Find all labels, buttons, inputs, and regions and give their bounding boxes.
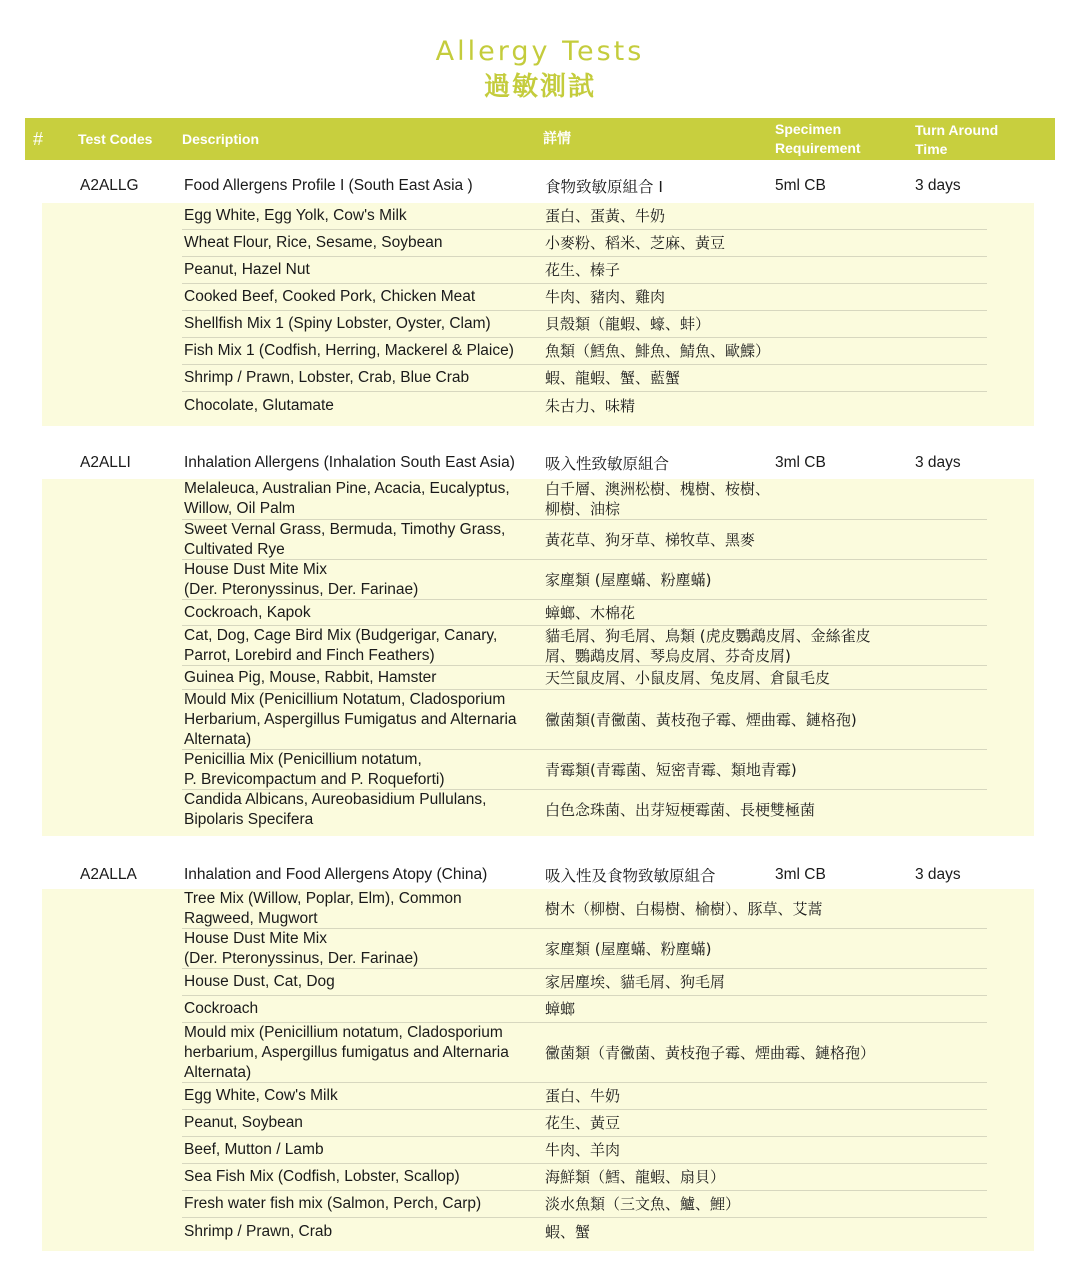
table-row (182, 257, 987, 284)
table-row (182, 996, 987, 1023)
allergen-chinese: 天竺鼠皮屑、小鼠皮屑、兔皮屑、倉鼠毛皮 (545, 668, 831, 687)
allergen-english: Cooked Beef, Cooked Pork, Chicken Meat (184, 288, 476, 305)
table-row (182, 690, 987, 750)
allergen-chinese: 蝦、蟹 (545, 1222, 591, 1241)
allergen-english: Peanut, Hazel Nut (184, 261, 310, 278)
allergen-english: Mould mix (Penicillium notatum, Cladosporium herbarium, Aspergillus fumigatus and Alternaria Alternata) (184, 1023, 509, 1081)
allergen-english: Cat, Dog, Cage Bird Mix (Budgerigar, Canary, Parrot, Lorebird and Finch Feathers) (184, 626, 498, 664)
allergen-chinese: 淡水魚類（三文魚、鱸、鯉） (545, 1195, 741, 1213)
table-row (182, 929, 987, 969)
test-description: Inhalation Allergens (Inhalation South East Asia) (184, 454, 515, 471)
allergen-chinese: 樹木（柳樹、白楊樹、榆樹）、豚草、艾蒿 (545, 899, 823, 918)
specimen-requirement: 5ml CB (775, 177, 826, 194)
allergen-chinese: 青霉類(青霉菌、短密青霉、類地青霉) (545, 760, 797, 779)
table-row (182, 311, 987, 338)
allergen-english: Fish Mix 1 (Codfish, Herring, Mackerel & Plaice) (184, 342, 514, 359)
allergen-chinese: 家居塵埃、貓毛屑、狗毛屑 (545, 973, 726, 991)
allergen-english: Shellfish Mix 1 (Spiny Lobster, Oyster, Clam) (184, 315, 491, 332)
allergen-english: House Dust Mite Mix (Der. Pteronyssinus, Der. Farinae) (184, 560, 419, 598)
allergen-chinese: 黃花草、狗牙草、梯牧草、黑麥 (545, 530, 756, 549)
allergen-chinese: 魚類（鱈魚、鯡魚、鯖魚、歐鰈） (545, 342, 771, 360)
allergen-chinese: 蛋白、牛奶 (545, 1087, 621, 1105)
allergen-english: Cockroach, Kapok (184, 603, 311, 621)
header-specimen: Specimen Requirement (775, 121, 861, 156)
table-row (182, 626, 987, 666)
table-row (182, 1023, 987, 1083)
table-row (182, 203, 987, 230)
table-row (182, 1218, 987, 1245)
section-items (42, 889, 1034, 1251)
section-items (42, 479, 1034, 836)
test-details: 食物致敏原組合 I (545, 178, 663, 196)
table-row (182, 750, 987, 790)
specimen-requirement: 3ml CB (775, 454, 826, 471)
allergen-chinese: 黴菌類(青黴菌、黃枝孢子霉、煙曲霉、鏈格孢) (545, 710, 857, 729)
table-header (25, 118, 1055, 160)
page-title-chinese: 過敏測試 (483, 72, 596, 102)
table-row (182, 1164, 987, 1191)
specimen-requirement: 3ml CB (775, 866, 826, 883)
allergen-chinese: 花生、黃豆 (545, 1114, 621, 1132)
allergen-chinese: 白色念珠菌、出芽短梗霉菌、長梗雙極菌 (545, 801, 816, 819)
allergen-chinese: 蝦、龍蝦、蟹、藍蟹 (545, 369, 681, 387)
allergen-english: Tree Mix (Willow, Poplar, Elm), Common Ragweed, Mugwort (184, 889, 462, 927)
allergen-chinese: 蟑螂、木棉花 (545, 603, 636, 622)
allergen-chinese: 牛肉、羊肉 (545, 1141, 621, 1159)
section-header (0, 170, 1080, 202)
allergen-english: Peanut, Soybean (184, 1114, 303, 1131)
header-details: 詳情 (543, 130, 571, 147)
allergen-english: Beef, Mutton / Lamb (184, 1141, 324, 1158)
section-header (0, 447, 1080, 479)
allergen-chinese: 白千層、澳洲松樹、槐樹、桉樹、 柳樹、油棕 (545, 480, 771, 518)
section-header (0, 859, 1080, 891)
table-row (182, 560, 987, 600)
table-row (182, 1191, 987, 1218)
allergen-chinese: 貓毛屑、狗毛屑、鳥類 (虎皮鸚鵡皮屑、金絲雀皮 屑、鸚鵡皮屑、琴烏皮屑、芬奇皮屑) (545, 626, 871, 665)
header-test-codes: Test Codes (78, 130, 153, 147)
table-row (182, 1110, 987, 1137)
table-row (182, 365, 987, 392)
allergen-chinese: 貝殼類（龍蝦、蠔、蚌） (545, 315, 711, 333)
section-items (42, 203, 1034, 426)
turnaround-time: 3 days (915, 866, 961, 883)
allergen-english: Cockroach (184, 1000, 259, 1017)
allergen-chinese: 蟑螂 (545, 1000, 576, 1018)
allergen-chinese: 家塵類 (屋塵蟎、粉塵蟎) (545, 570, 712, 589)
allergen-chinese: 黴菌類（青黴菌、黃枝孢子霉、煙曲霉、鏈格孢） (545, 1043, 876, 1062)
allergen-chinese: 朱古力、味精 (545, 397, 636, 415)
header-turnaround: Turn Around Time (915, 122, 999, 157)
allergen-english: Egg White, Egg Yolk, Cow's Milk (184, 207, 407, 224)
test-description: Food Allergens Profile I (South East Asia ) (184, 177, 473, 194)
table-row (182, 1137, 987, 1164)
test-code: A2ALLI (80, 454, 131, 471)
table-row (182, 338, 987, 365)
allergen-chinese: 牛肉、豬肉、雞肉 (545, 288, 666, 306)
allergen-english: Mould Mix (Penicillium Notatum, Cladosporium Herbarium, Aspergillus Fumigatus and Alternaria Alternata) (184, 690, 517, 748)
allergen-english: House Dust Mite Mix (Der. Pteronyssinus, Der. Farinae) (184, 929, 419, 967)
test-details: 吸入性致敏原組合 (545, 455, 670, 473)
table-row (182, 284, 987, 311)
test-code: A2ALLA (80, 866, 137, 883)
allergen-chinese: 家塵類 (屋塵蟎、粉塵蟎) (545, 939, 712, 958)
page-title: Allergy Tests (435, 36, 645, 67)
allergen-english: Sweet Vernal Grass, Bermuda, Timothy Grass, Cultivated Rye (184, 520, 506, 558)
allergen-english: Penicillia Mix (Penicillium notatum, P. Brevicompactum and P. Roqueforti) (184, 750, 445, 788)
allergen-english: Guinea Pig, Mouse, Rabbit, Hamster (184, 668, 437, 686)
table-row (182, 600, 987, 626)
table-row (182, 392, 987, 420)
allergen-english: Shrimp / Prawn, Lobster, Crab, Blue Crab (184, 369, 470, 386)
turnaround-time: 3 days (915, 177, 961, 194)
allergen-english: Chocolate, Glutamate (184, 397, 334, 414)
table-row (182, 666, 987, 690)
allergen-english: Candida Albicans, Aureobasidium Pullulans, Bipolaris Specifera (184, 791, 487, 828)
allergen-chinese: 花生、榛子 (545, 261, 621, 279)
allergen-english: Egg White, Cow's Milk (184, 1087, 338, 1104)
table-row (182, 1083, 987, 1110)
allergen-chinese: 蛋白、蛋黃、牛奶 (545, 207, 666, 225)
table-row (182, 969, 987, 996)
allergen-english: Wheat Flour, Rice, Sesame, Soybean (184, 234, 443, 251)
table-row (182, 479, 987, 520)
header-description: Description (182, 130, 260, 147)
table-row (182, 889, 987, 929)
allergen-english: Shrimp / Prawn, Crab (184, 1222, 333, 1240)
allergen-english: Fresh water fish mix (Salmon, Perch, Carp) (184, 1195, 482, 1212)
test-description: Inhalation and Food Allergens Atopy (China) (184, 866, 488, 883)
table-row (182, 520, 987, 560)
allergen-chinese: 海鮮類（鱈、龍蝦、扇貝） (545, 1168, 726, 1186)
header-hash: # (33, 128, 44, 149)
test-code: A2ALLG (80, 177, 139, 194)
allergen-english: Sea Fish Mix (Codfish, Lobster, Scallop) (184, 1168, 460, 1185)
turnaround-time: 3 days (915, 454, 961, 471)
allergen-chinese: 小麥粉、稻米、芝麻、黃豆 (545, 234, 726, 252)
table-row (182, 230, 987, 257)
allergen-english: House Dust, Cat, Dog (184, 973, 335, 990)
allergen-english: Melaleuca, Australian Pine, Acacia, Eucalyptus, Willow, Oil Palm (184, 480, 510, 517)
table-row (182, 790, 987, 830)
test-details: 吸入性及食物致敏原組合 (545, 867, 716, 885)
